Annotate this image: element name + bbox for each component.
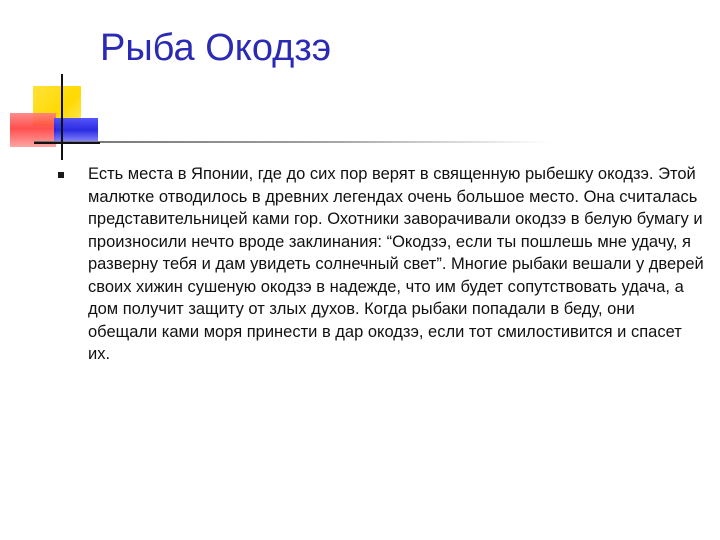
bullet-list (58, 163, 708, 366)
bullet-text: Есть места в Японии, где до сих пор верят в священную рыбешку окодзэ. Этой малютке отводилось в древних легендах очень большое место. Она считалась представительницей ками гор. Охотники заворачивали окодзэ в белую бумагу и произносили нечто вроде заклинания: “Окодзэ, если ты пошлешь мне удачу, я разверну тебя и дам увидеть солнечный свет”. Многие рыбаки вешали у дверей своих хижин сушеную окодзэ в надежде, что им будет сопутствовать удача, а дом получит защиту от злых духов. Когда рыбаки попадали в беду, они обещали ками моря принести в дар окодзэ, если тот смилостивится и спасет их. (88, 165, 704, 363)
slide-title: Рыба Окодзэ (100, 27, 332, 69)
title-underline (34, 141, 552, 143)
bullet-item (58, 163, 708, 366)
decor-vertical-line (61, 74, 63, 160)
decor-horizontal-line (34, 142, 100, 144)
square-bullet-icon (58, 172, 64, 178)
